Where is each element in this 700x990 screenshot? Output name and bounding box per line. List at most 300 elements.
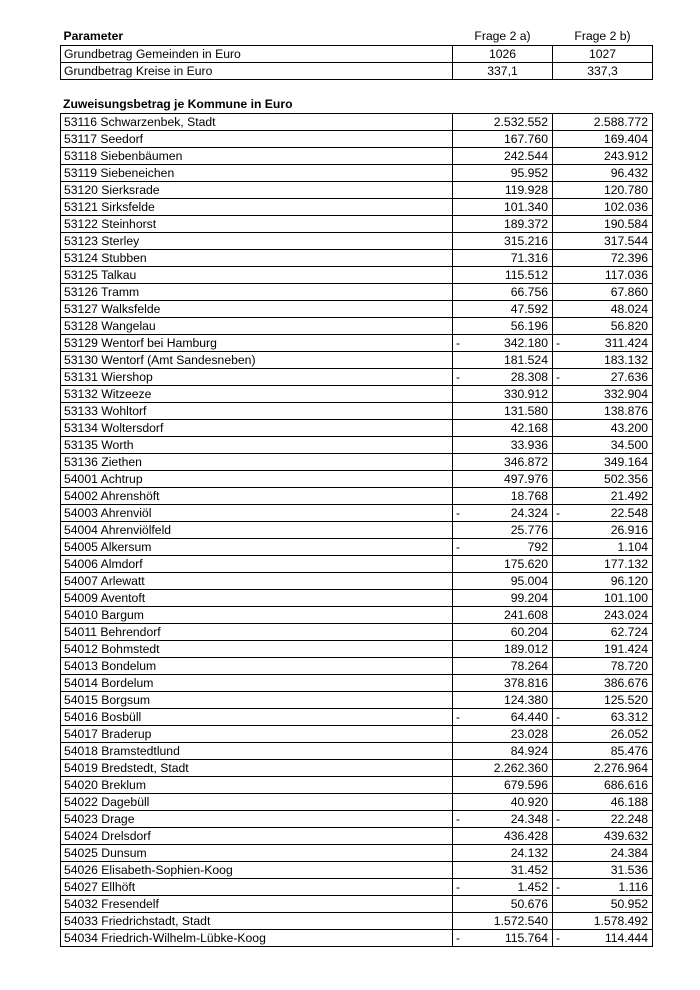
municipality-name: 53123 Sterley xyxy=(61,233,453,250)
municipality-name: 53122 Steinhorst xyxy=(61,216,453,233)
amount-value: 191.424 xyxy=(603,642,648,656)
amount-value: 31.536 xyxy=(610,863,648,877)
amount-frage-2a xyxy=(453,522,553,539)
table-row xyxy=(61,675,653,692)
amount-value: 311.424 xyxy=(604,336,648,350)
amount-frage-2b xyxy=(553,862,653,879)
amount-value: 24.132 xyxy=(510,846,548,860)
amount-frage-2b xyxy=(553,505,653,522)
amount-value: 62.724 xyxy=(610,625,648,639)
amount-value: 439.632 xyxy=(603,829,648,843)
amount-frage-2b xyxy=(553,692,653,709)
amount-value: 1.452 xyxy=(517,880,548,894)
amount-frage-2a xyxy=(453,114,553,131)
parameter-value-b: 337,3 xyxy=(553,63,653,80)
parameter-value-a: 1026 xyxy=(453,46,553,63)
amount-value: 31.452 xyxy=(510,863,548,877)
amount-value: 242.544 xyxy=(503,149,548,163)
amount-value: 169.404 xyxy=(603,132,648,146)
amount-frage-2b xyxy=(553,777,653,794)
amount-frage-2b xyxy=(553,403,653,420)
amount-frage-2b xyxy=(553,828,653,845)
amount-frage-2a xyxy=(453,641,553,658)
amount-value: 72.396 xyxy=(610,251,648,265)
amount-frage-2a xyxy=(453,845,553,862)
amount-frage-2a xyxy=(453,352,553,369)
amount-value: 378.816 xyxy=(503,676,548,690)
amount-value: 2.276.964 xyxy=(593,761,648,775)
municipality-name: 53130 Wentorf (Amt Sandesneben) xyxy=(61,352,453,369)
amount-value: 330.912 xyxy=(503,387,548,401)
parameter-row xyxy=(61,46,653,63)
table-row xyxy=(61,267,653,284)
municipality-name: 54006 Almdorf xyxy=(61,556,453,573)
amount-frage-2b xyxy=(553,896,653,913)
table-row xyxy=(61,641,653,658)
amount-value: 102.036 xyxy=(603,200,648,214)
amount-frage-2b xyxy=(553,369,653,386)
amount-value: 101.340 xyxy=(503,200,548,214)
municipality-name: 54018 Bramstedtlund xyxy=(61,743,453,760)
table-row xyxy=(61,794,653,811)
amount-frage-2a xyxy=(453,131,553,148)
municipality-name: 53133 Wohltorf xyxy=(61,403,453,420)
table-row xyxy=(61,488,653,505)
table-row xyxy=(61,131,653,148)
negative-sign: - xyxy=(456,506,461,520)
amount-frage-2a xyxy=(453,284,553,301)
amount-value: 64.440 xyxy=(510,710,548,724)
table-row xyxy=(61,658,653,675)
negative-sign: - xyxy=(556,336,561,350)
municipality-name: 53124 Stubben xyxy=(61,250,453,267)
parameter-label: Grundbetrag Gemeinden in Euro xyxy=(61,46,453,63)
amount-value: 24.324 xyxy=(510,506,548,520)
amount-frage-2a xyxy=(453,318,553,335)
municipality-name: 53119 Siebeneichen xyxy=(61,165,453,182)
amount-value: 114.444 xyxy=(604,931,648,945)
municipality-name: 54002 Ahrenshöft xyxy=(61,488,453,505)
negative-sign: - xyxy=(456,812,461,826)
amount-frage-2b xyxy=(553,352,653,369)
municipality-name: 53127 Walksfelde xyxy=(61,301,453,318)
amount-value: 56.820 xyxy=(610,319,648,333)
table-row xyxy=(61,369,653,386)
amount-value: 1.578.492 xyxy=(593,914,648,928)
table-row xyxy=(61,709,653,726)
municipality-name: 53125 Talkau xyxy=(61,267,453,284)
amount-frage-2b xyxy=(553,658,653,675)
amount-value: 22.548 xyxy=(610,506,648,520)
municipality-name: 54032 Fresendelf xyxy=(61,896,453,913)
negative-sign: - xyxy=(556,710,561,724)
table-row xyxy=(61,539,653,556)
amount-value: 99.204 xyxy=(510,591,548,605)
amount-value: 119.928 xyxy=(504,183,548,197)
table-row xyxy=(61,607,653,624)
amount-frage-2b xyxy=(553,454,653,471)
negative-sign: - xyxy=(456,880,461,894)
amount-frage-2a xyxy=(453,505,553,522)
amount-value: 115.512 xyxy=(504,268,548,282)
table-row xyxy=(61,233,653,250)
table-row xyxy=(61,335,653,352)
amount-frage-2b xyxy=(553,114,653,131)
amount-frage-2a xyxy=(453,760,553,777)
amount-frage-2a xyxy=(453,471,553,488)
amount-value: 138.876 xyxy=(603,404,648,418)
amount-frage-2a xyxy=(453,403,553,420)
table-row xyxy=(61,182,653,199)
amount-value: 167.760 xyxy=(503,132,548,146)
municipality-name: 53120 Sierksrade xyxy=(61,182,453,199)
amount-value: 115.764 xyxy=(504,931,548,945)
municipality-name: 54014 Bordelum xyxy=(61,675,453,692)
table-row xyxy=(61,556,653,573)
amount-frage-2b xyxy=(553,165,653,182)
amount-frage-2b xyxy=(553,318,653,335)
amount-value: 177.132 xyxy=(603,557,648,571)
amount-frage-2b xyxy=(553,267,653,284)
amount-value: 502.356 xyxy=(603,472,648,486)
amount-frage-2b xyxy=(553,522,653,539)
municipality-name: 53135 Worth xyxy=(61,437,453,454)
amount-frage-2a xyxy=(453,454,553,471)
amount-frage-2a xyxy=(453,675,553,692)
amount-frage-2a xyxy=(453,250,553,267)
amount-frage-2b xyxy=(553,760,653,777)
amount-frage-2b xyxy=(553,709,653,726)
amount-value: 50.952 xyxy=(610,897,648,911)
amount-value: 120.780 xyxy=(603,183,648,197)
amount-frage-2a xyxy=(453,624,553,641)
municipality-name: 53136 Ziethen xyxy=(61,454,453,471)
amount-frage-2b xyxy=(553,539,653,556)
municipality-name: 54033 Friedrichstadt, Stadt xyxy=(61,913,453,930)
amount-frage-2a xyxy=(453,879,553,896)
amount-frage-2a xyxy=(453,573,553,590)
amount-frage-2a xyxy=(453,182,553,199)
amount-value: 95.004 xyxy=(510,574,548,588)
table-row xyxy=(61,624,653,641)
municipality-name: 53131 Wiershop xyxy=(61,369,453,386)
amount-value: 131.580 xyxy=(503,404,548,418)
amount-value: 96.120 xyxy=(610,574,648,588)
amount-frage-2a xyxy=(453,420,553,437)
municipality-name: 53132 Witzeeze xyxy=(61,386,453,403)
parameter-value-b: 1027 xyxy=(553,46,653,63)
table-row xyxy=(61,811,653,828)
amount-value: 46.188 xyxy=(610,795,648,809)
amount-value: 241.608 xyxy=(503,608,548,622)
amount-value: 47.592 xyxy=(510,302,548,316)
amount-value: 43.200 xyxy=(610,421,648,435)
amount-value: 125.520 xyxy=(603,693,648,707)
amount-frage-2a xyxy=(453,556,553,573)
municipality-name: 54004 Ahrenviölfeld xyxy=(61,522,453,539)
amount-value: 686.616 xyxy=(603,778,648,792)
municipality-name: 54012 Bohmstedt xyxy=(61,641,453,658)
table-row xyxy=(61,352,653,369)
municipality-name: 54016 Bosbüll xyxy=(61,709,453,726)
table-row xyxy=(61,437,653,454)
municipality-name: 54003 Ahrenviöl xyxy=(61,505,453,522)
table-row xyxy=(61,845,653,862)
amount-value: 60.204 xyxy=(510,625,548,639)
amount-value: 792 xyxy=(527,540,548,554)
allocation-table xyxy=(60,113,653,947)
amount-frage-2b xyxy=(553,233,653,250)
municipality-name: 54009 Aventoft xyxy=(61,590,453,607)
negative-sign: - xyxy=(456,931,461,945)
amount-frage-2b xyxy=(553,216,653,233)
table-row xyxy=(61,148,653,165)
table-row xyxy=(61,930,653,947)
document-page xyxy=(60,28,652,947)
amount-frage-2a xyxy=(453,488,553,505)
amount-frage-2a xyxy=(453,369,553,386)
amount-value: 317.544 xyxy=(603,234,648,248)
amount-value: 1.572.540 xyxy=(493,914,548,928)
amount-frage-2b xyxy=(553,930,653,947)
table-row xyxy=(61,114,653,131)
negative-sign: - xyxy=(556,506,561,520)
amount-value: 71.316 xyxy=(510,251,548,265)
municipality-name: 54027 Ellhöft xyxy=(61,879,453,896)
amount-frage-2b xyxy=(553,573,653,590)
amount-frage-2b xyxy=(553,284,653,301)
amount-value: 85.476 xyxy=(610,744,648,758)
negative-sign: - xyxy=(456,710,461,724)
amount-frage-2a xyxy=(453,148,553,165)
table-row xyxy=(61,386,653,403)
municipality-name: 53116 Schwarzenbek, Stadt xyxy=(61,114,453,131)
amount-value: 42.168 xyxy=(510,421,548,435)
amount-value: 1.104 xyxy=(617,540,648,554)
table-row xyxy=(61,216,653,233)
amount-value: 25.776 xyxy=(510,523,548,537)
table-row xyxy=(61,318,653,335)
table-row xyxy=(61,284,653,301)
amount-frage-2b xyxy=(553,148,653,165)
amount-value: 181.524 xyxy=(503,353,548,367)
amount-value: 26.052 xyxy=(610,727,648,741)
amount-frage-2b xyxy=(553,199,653,216)
negative-sign: - xyxy=(556,880,561,894)
table-row xyxy=(61,199,653,216)
amount-value: 315.216 xyxy=(503,234,548,248)
negative-sign: - xyxy=(456,370,461,384)
column-header-frage-2a: Frage 2 a) xyxy=(474,29,531,43)
negative-sign: - xyxy=(556,931,561,945)
amount-value: 26.916 xyxy=(610,523,648,537)
amount-frage-2b xyxy=(553,726,653,743)
amount-value: 189.372 xyxy=(503,217,548,231)
amount-value: 2.262.360 xyxy=(493,761,548,775)
amount-frage-2a xyxy=(453,607,553,624)
amount-frage-2a xyxy=(453,777,553,794)
amount-value: 63.312 xyxy=(610,710,648,724)
table-row xyxy=(61,454,653,471)
table-row xyxy=(61,692,653,709)
parameter-table xyxy=(60,28,653,80)
table-row xyxy=(61,301,653,318)
amount-value: 1.116 xyxy=(618,880,648,894)
amount-frage-2b xyxy=(553,556,653,573)
amount-value: 497.976 xyxy=(503,472,548,486)
amount-frage-2a xyxy=(453,165,553,182)
table-row xyxy=(61,726,653,743)
amount-value: 346.872 xyxy=(503,455,548,469)
amount-value: 243.912 xyxy=(603,149,648,163)
amount-value: 33.936 xyxy=(510,438,548,452)
amount-frage-2b xyxy=(553,335,653,352)
municipality-name: 54010 Bargum xyxy=(61,607,453,624)
municipality-name: 54019 Bredstedt, Stadt xyxy=(61,760,453,777)
amount-frage-2a xyxy=(453,913,553,930)
amount-value: 95.952 xyxy=(510,166,548,180)
amount-frage-2a xyxy=(453,709,553,726)
amount-frage-2a xyxy=(453,335,553,352)
table-row xyxy=(61,896,653,913)
amount-value: 67.860 xyxy=(610,285,648,299)
amount-value: 56.196 xyxy=(510,319,548,333)
municipality-name: 54013 Bondelum xyxy=(61,658,453,675)
municipality-name: 53118 Siebenbäumen xyxy=(61,148,453,165)
municipality-name: 53126 Tramm xyxy=(61,284,453,301)
amount-frage-2b xyxy=(553,743,653,760)
amount-value: 22.248 xyxy=(610,812,648,826)
negative-sign: - xyxy=(456,336,461,350)
municipality-name: 54026 Elisabeth-Sophien-Koog xyxy=(61,862,453,879)
municipality-name: 53129 Wentorf bei Hamburg xyxy=(61,335,453,352)
parameter-row xyxy=(61,63,653,80)
parameter-label: Grundbetrag Kreise in Euro xyxy=(61,63,453,80)
amount-frage-2b xyxy=(553,386,653,403)
amount-value: 124.380 xyxy=(503,693,548,707)
amount-value: 190.584 xyxy=(603,217,648,231)
table-row xyxy=(61,471,653,488)
municipality-name: 54005 Alkersum xyxy=(61,539,453,556)
amount-value: 349.164 xyxy=(603,455,648,469)
parameter-header-row xyxy=(61,28,653,46)
table-row xyxy=(61,828,653,845)
amount-value: 2.532.552 xyxy=(493,115,548,129)
amount-frage-2b xyxy=(553,607,653,624)
municipality-name: 54022 Dagebüll xyxy=(61,794,453,811)
amount-value: 27.636 xyxy=(610,370,648,384)
municipality-name: 54034 Friedrich-Wilhelm-Lübke-Koog xyxy=(61,930,453,947)
amount-frage-2a xyxy=(453,930,553,947)
table-row xyxy=(61,522,653,539)
amount-frage-2a xyxy=(453,386,553,403)
municipality-name: 53117 Seedorf xyxy=(61,131,453,148)
municipality-name: 54024 Drelsdorf xyxy=(61,828,453,845)
amount-frage-2b xyxy=(553,471,653,488)
amount-value: 342.180 xyxy=(503,336,548,350)
amount-value: 679.596 xyxy=(503,778,548,792)
amount-frage-2b xyxy=(553,624,653,641)
amount-value: 189.012 xyxy=(503,642,548,656)
amount-frage-2a xyxy=(453,267,553,284)
amount-frage-2a xyxy=(453,743,553,760)
amount-value: 18.768 xyxy=(510,489,548,503)
table-row xyxy=(61,862,653,879)
table-row xyxy=(61,743,653,760)
amount-value: 78.264 xyxy=(510,659,548,673)
amount-frage-2a xyxy=(453,233,553,250)
municipality-name: 54017 Braderup xyxy=(61,726,453,743)
table-row xyxy=(61,913,653,930)
parameter-value-a: 337,1 xyxy=(453,63,553,80)
amount-value: 243.024 xyxy=(603,608,648,622)
municipality-name: 54020 Breklum xyxy=(61,777,453,794)
amount-frage-2b xyxy=(553,913,653,930)
amount-frage-2b xyxy=(553,488,653,505)
amount-value: 24.384 xyxy=(610,846,648,860)
amount-value: 96.432 xyxy=(610,166,648,180)
amount-frage-2b xyxy=(553,675,653,692)
amount-value: 117.036 xyxy=(604,268,648,282)
amount-frage-2a xyxy=(453,794,553,811)
amount-frage-2b xyxy=(553,811,653,828)
amount-value: 101.100 xyxy=(603,591,648,605)
amount-frage-2a xyxy=(453,828,553,845)
amount-frage-2b xyxy=(553,641,653,658)
table-row xyxy=(61,403,653,420)
amount-frage-2b xyxy=(553,131,653,148)
amount-frage-2b xyxy=(553,845,653,862)
table-row xyxy=(61,760,653,777)
amount-value: 183.132 xyxy=(603,353,648,367)
amount-value: 332.904 xyxy=(603,387,648,401)
amount-frage-2a xyxy=(453,862,553,879)
municipality-name: 53121 Sirksfelde xyxy=(61,199,453,216)
amount-frage-2a xyxy=(453,539,553,556)
amount-value: 386.676 xyxy=(603,676,648,690)
municipality-name: 54015 Borgsum xyxy=(61,692,453,709)
amount-frage-2a xyxy=(453,437,553,454)
amount-frage-2a xyxy=(453,692,553,709)
amount-frage-2b xyxy=(553,420,653,437)
amount-value: 50.676 xyxy=(510,897,548,911)
negative-sign: - xyxy=(456,540,461,554)
amount-frage-2b xyxy=(553,794,653,811)
amount-frage-2b xyxy=(553,301,653,318)
amount-frage-2a xyxy=(453,590,553,607)
municipality-name: 54023 Drage xyxy=(61,811,453,828)
amount-frage-2a xyxy=(453,216,553,233)
negative-sign: - xyxy=(556,370,561,384)
amount-value: 436.428 xyxy=(503,829,548,843)
amount-frage-2b xyxy=(553,250,653,267)
amount-frage-2a xyxy=(453,726,553,743)
amount-value: 48.024 xyxy=(610,302,648,316)
table-row xyxy=(61,420,653,437)
amount-frage-2b xyxy=(553,590,653,607)
amount-value: 40.920 xyxy=(510,795,548,809)
amount-frage-2a xyxy=(453,199,553,216)
column-header-frage-2b: Frage 2 b) xyxy=(574,29,631,43)
amount-value: 34.500 xyxy=(610,438,648,452)
amount-frage-2b xyxy=(553,437,653,454)
table-row xyxy=(61,250,653,267)
amount-value: 23.028 xyxy=(510,727,548,741)
municipality-name: 54007 Arlewatt xyxy=(61,573,453,590)
amount-value: 2.588.772 xyxy=(593,115,648,129)
table-row xyxy=(61,777,653,794)
amount-frage-2b xyxy=(553,879,653,896)
